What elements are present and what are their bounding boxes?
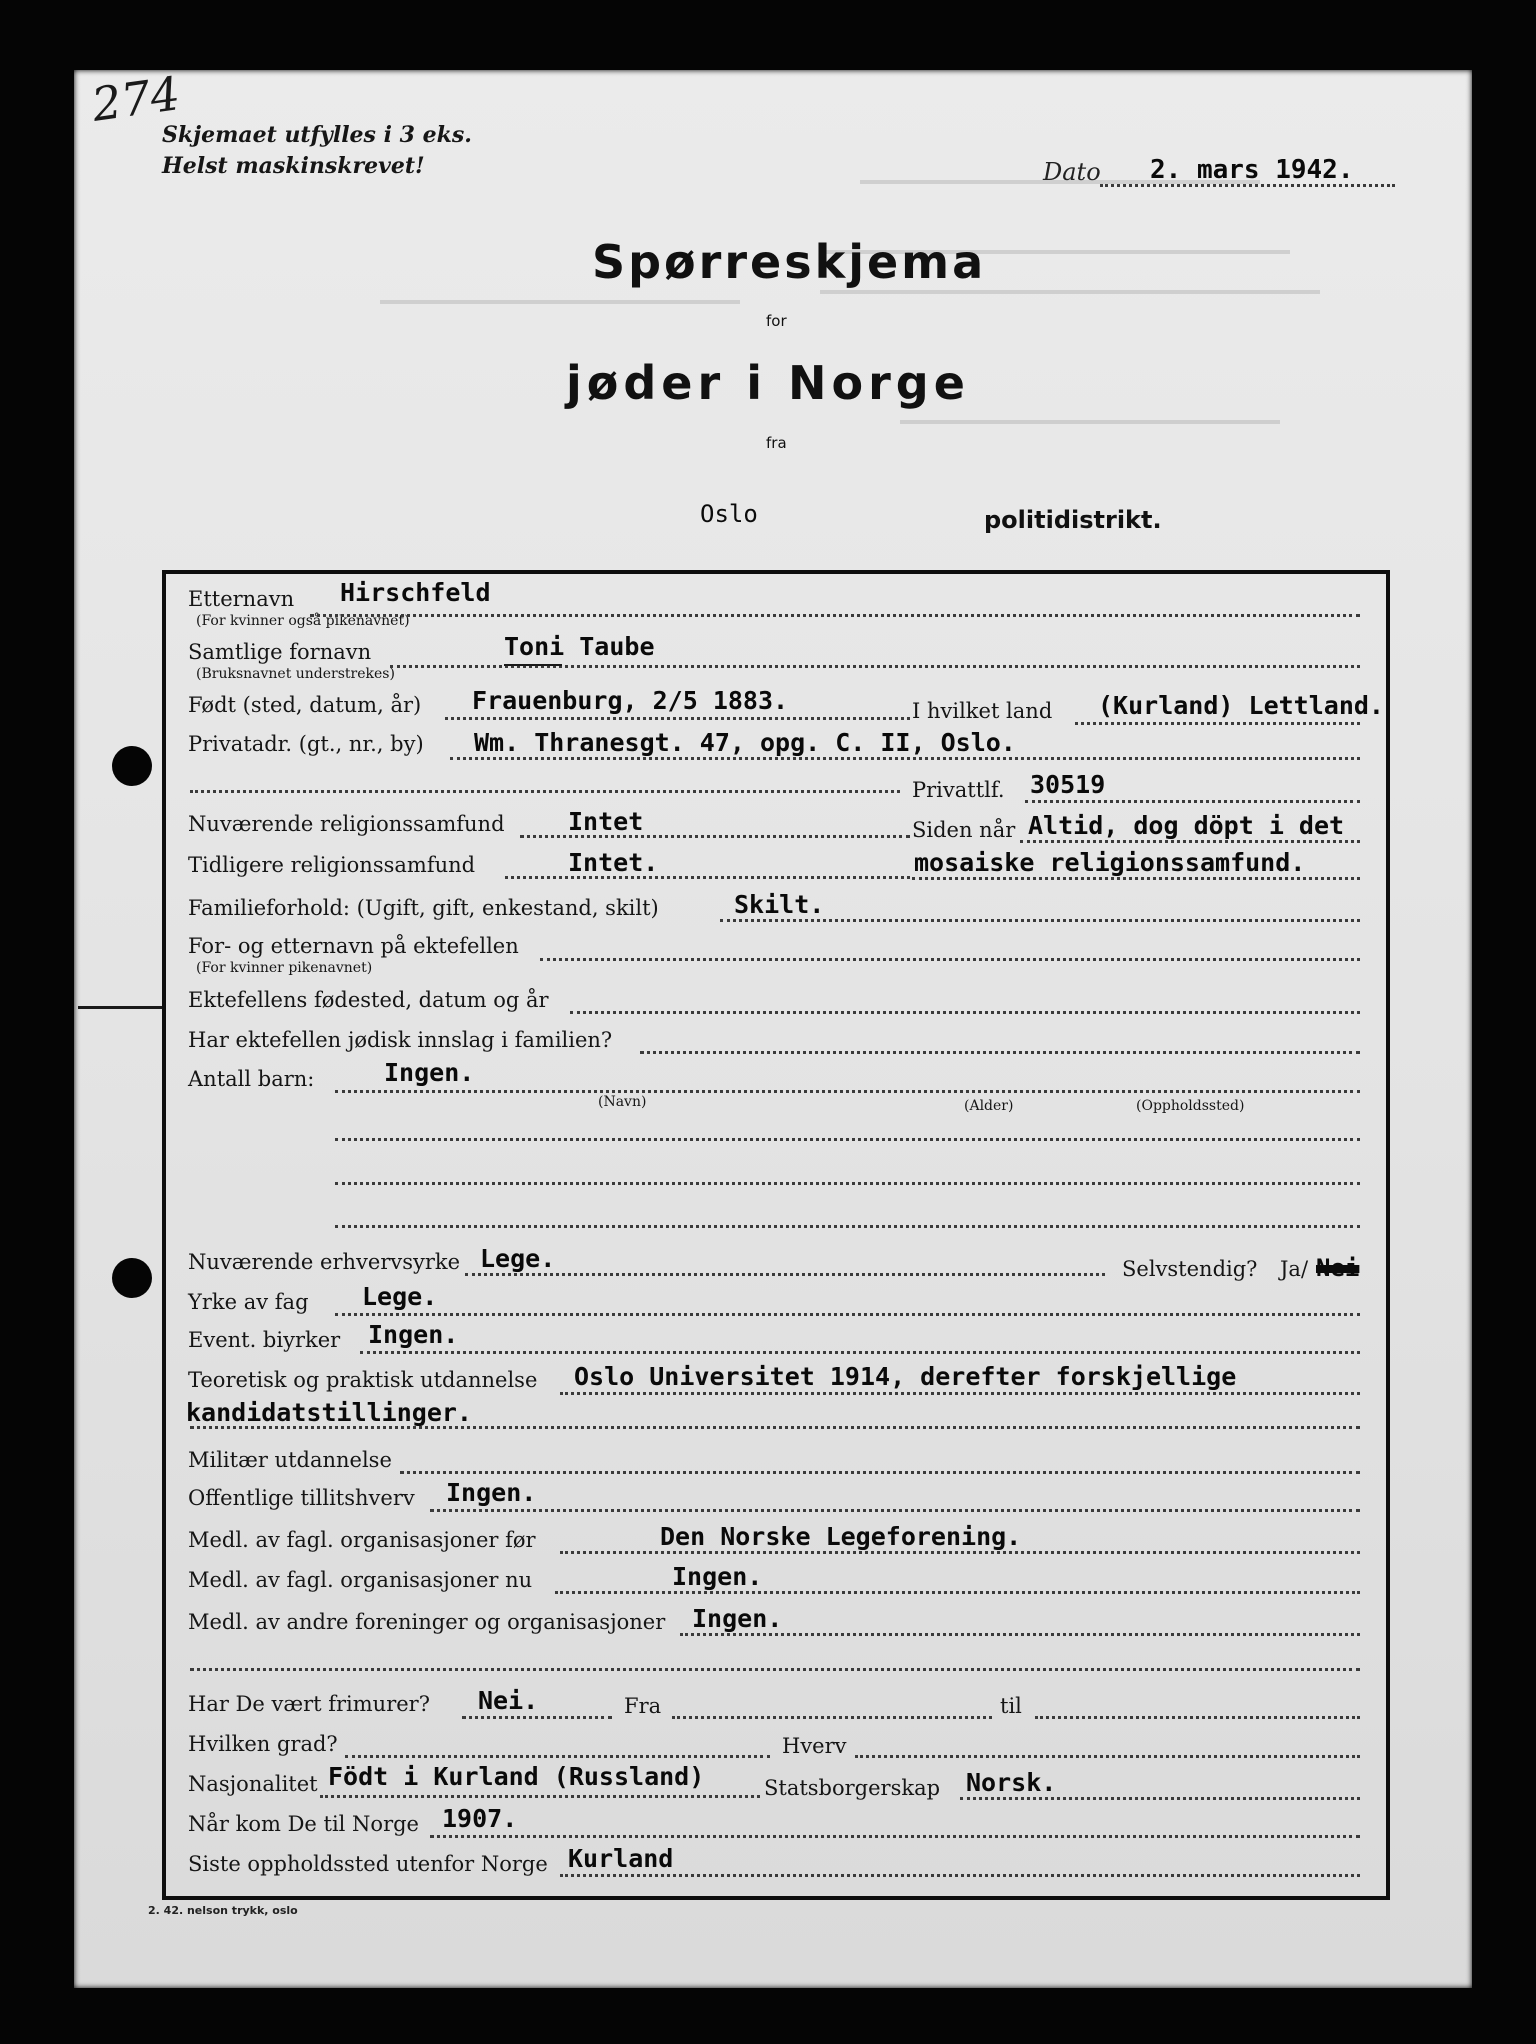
tillitshverv-value: Ingen. bbox=[446, 1478, 537, 1507]
fornavn-value: Toni Taube bbox=[504, 632, 655, 661]
andre-foreninger-value: Ingen. bbox=[692, 1604, 783, 1633]
militaer-dotline bbox=[400, 1471, 1360, 1474]
ektefelle-label: For- og etternavn på ektefellen bbox=[188, 934, 519, 958]
privatadr-dotline bbox=[450, 757, 1360, 760]
yrke-value: Lege. bbox=[362, 1282, 438, 1311]
barn-col-navn: (Navn) bbox=[598, 1094, 647, 1110]
kom-til-norge-dotline bbox=[430, 1835, 1360, 1838]
selvstendig-label: Selvstendig? bbox=[1122, 1257, 1258, 1281]
date-value: 2. mars 1942. bbox=[1150, 155, 1354, 185]
fold-mark bbox=[78, 1006, 162, 1009]
bruksnavn-underline bbox=[504, 664, 562, 666]
erhvervsyrke-label: Nuværende erhvervsyrke bbox=[188, 1250, 461, 1274]
religion-tidl-label: Tidligere religionssamfund bbox=[188, 853, 476, 877]
police-district-value: Oslo bbox=[700, 500, 758, 528]
land-dotline bbox=[1075, 722, 1360, 725]
yrke-dotline bbox=[335, 1313, 1360, 1316]
utdannelse-dotline-2 bbox=[190, 1426, 1360, 1429]
frimurer-til-label: til bbox=[1000, 1694, 1022, 1718]
etternavn-value: Hirschfeld bbox=[340, 578, 491, 607]
religion-naa-label: Nuværende religionssamfund bbox=[188, 812, 505, 836]
form-title: Spørreskjema bbox=[592, 235, 987, 289]
ektefelle-fodt-label: Ektefellens fødested, datum og år bbox=[188, 988, 549, 1012]
biyrker-label: Event. biyrker bbox=[188, 1328, 341, 1352]
land-value: (Kurland) Lettland. bbox=[1098, 691, 1384, 720]
bleed-through bbox=[820, 290, 1320, 294]
fornavn-label: Samtlige fornavn bbox=[188, 640, 372, 664]
punch-hole-bottom bbox=[112, 1258, 152, 1298]
punch-hole-top bbox=[112, 746, 152, 786]
religion-tidl-value: Intet. bbox=[568, 848, 659, 877]
utdannelse-dotline bbox=[560, 1392, 1360, 1395]
frimurer-fra-dotline bbox=[672, 1716, 992, 1719]
barn-row-3 bbox=[335, 1225, 1360, 1228]
familieforhold-value: Skilt. bbox=[734, 890, 825, 919]
barn-value: Ingen. bbox=[384, 1058, 475, 1087]
org-nu-label: Medl. av fagl. organisasjoner nu bbox=[188, 1568, 533, 1592]
frimurer-dotline bbox=[462, 1716, 612, 1719]
biyrker-value: Ingen. bbox=[368, 1320, 459, 1349]
land-label: I hvilket land bbox=[912, 699, 1053, 723]
fornavn-note: (Bruksnavnet understrekes) bbox=[196, 666, 395, 682]
instruction-copies: Skjemaet utfylles i 3 eks. bbox=[162, 122, 472, 148]
biyrker-dotline bbox=[360, 1351, 1360, 1354]
bleed-through bbox=[380, 300, 740, 304]
frimurer-label: Har De vært frimurer? bbox=[188, 1692, 430, 1716]
ektefelle-note: (For kvinner pikenavnet) bbox=[196, 960, 373, 976]
fodt-value: Frauenburg, 2/5 1883. bbox=[472, 686, 789, 715]
religion-tidl-dotline bbox=[505, 876, 910, 879]
bleed-through bbox=[900, 420, 1280, 424]
nasjonalitet-dotline bbox=[320, 1795, 760, 1798]
printer-imprint: 2. 42. nelson trykk, oslo bbox=[148, 1904, 298, 1917]
privattlf-value: 30519 bbox=[1030, 770, 1106, 799]
siste-opphold-label: Siste oppholdssted utenfor Norge bbox=[188, 1852, 548, 1876]
barn-row-2 bbox=[335, 1182, 1360, 1185]
ektefelle-dotline bbox=[540, 958, 1360, 961]
barn-col-opphold: (Oppholdssted) bbox=[1136, 1098, 1245, 1114]
etternavn-note: (For kvinner også pikenavnet) bbox=[196, 613, 410, 629]
nasjonalitet-value: Födt i Kurland (Russland) bbox=[328, 1762, 705, 1791]
nasjonalitet-label: Nasjonalitet bbox=[188, 1772, 318, 1796]
instruction-typewritten: Helst maskinskrevet! bbox=[162, 153, 425, 179]
kom-til-norge-value: 1907. bbox=[442, 1804, 518, 1833]
form-subtitle: jøder i Norge bbox=[566, 356, 970, 410]
siden-naar-value-2: mosaiske religionssamfund. bbox=[914, 848, 1306, 877]
hverv-label: Hverv bbox=[782, 1734, 847, 1758]
selvstendig-value: Ja/ bbox=[1280, 1257, 1309, 1281]
privattlf-dotline bbox=[1025, 800, 1360, 803]
frimurer-value: Nei. bbox=[478, 1686, 539, 1715]
siden-naar-dotline bbox=[1020, 840, 1360, 843]
privatadr-label: Privatadr. (gt., nr., by) bbox=[188, 732, 424, 756]
siden-naar-label: Siden når bbox=[912, 818, 1016, 842]
org-for-dotline bbox=[560, 1551, 1360, 1554]
title-for: for bbox=[766, 312, 787, 330]
date-label: Dato bbox=[1043, 158, 1101, 186]
fodt-label: Født (sted, datum, år) bbox=[188, 693, 422, 717]
siden-naar-dotline-2 bbox=[912, 877, 1360, 880]
andre-foreninger-dotline-2 bbox=[190, 1668, 1360, 1671]
statsborgerskap-label: Statsborgerskap bbox=[764, 1776, 941, 1800]
familieforhold-label: Familieforhold: (Ugift, gift, enkestand, skilt) bbox=[188, 896, 659, 920]
ektefelle-jodisk-dotline bbox=[640, 1051, 1360, 1054]
privatadr-value: Wm. Thranesgt. 47, opg. C. II, Oslo. bbox=[474, 728, 1016, 757]
utdannelse-label: Teoretisk og praktisk utdannelse bbox=[188, 1368, 538, 1392]
ektefelle-fodt-dotline bbox=[570, 1011, 1360, 1014]
erhvervsyrke-value: Lege. bbox=[480, 1244, 556, 1273]
kom-til-norge-label: Når kom De til Norge bbox=[188, 1812, 419, 1836]
militaer-label: Militær utdannelse bbox=[188, 1448, 392, 1472]
frimurer-fra-label: Fra bbox=[624, 1694, 662, 1718]
grad-label: Hvilken grad? bbox=[188, 1732, 338, 1756]
barn-dotline bbox=[335, 1090, 1360, 1093]
ektefelle-jodisk-label: Har ektefellen jødisk innslag i familien? bbox=[188, 1028, 613, 1052]
org-for-label: Medl. av fagl. organisasjoner før bbox=[188, 1528, 536, 1552]
yrke-label: Yrke av fag bbox=[188, 1290, 309, 1314]
hverv-dotline bbox=[855, 1755, 1360, 1758]
handwritten-page-number: 274 bbox=[88, 66, 184, 132]
utdannelse-value: Oslo Universitet 1914, derefter forskjellige bbox=[574, 1362, 1237, 1391]
frimurer-til-dotline bbox=[1035, 1716, 1360, 1719]
police-district-label: politidistrikt. bbox=[984, 506, 1162, 534]
etternavn-dotline bbox=[310, 614, 1360, 617]
privatadr-dotline-2 bbox=[190, 790, 900, 793]
statsborgerskap-value: Norsk. bbox=[966, 1768, 1057, 1797]
andre-foreninger-label: Medl. av andre foreninger og organisasjoner bbox=[188, 1610, 666, 1634]
andre-foreninger-dotline bbox=[680, 1633, 1360, 1636]
org-for-value: Den Norske Legeforening. bbox=[660, 1522, 1022, 1551]
tillitshverv-dotline bbox=[430, 1509, 1360, 1512]
grad-dotline bbox=[345, 1755, 770, 1758]
siden-naar-value: Altid, dog döpt i det bbox=[1028, 811, 1345, 840]
etternavn-label: Etternavn bbox=[188, 587, 295, 611]
org-nu-value: Ingen. bbox=[672, 1562, 763, 1591]
title-fra: fra bbox=[766, 434, 787, 452]
siste-opphold-value: Kurland bbox=[568, 1844, 674, 1873]
barn-row-1 bbox=[335, 1138, 1360, 1141]
selvstendig-struck: Nei bbox=[1316, 1254, 1360, 1282]
utdannelse-value-2: kandidatstillinger. bbox=[186, 1398, 472, 1427]
religion-naa-value: Intet bbox=[568, 807, 644, 836]
fodt-dotline bbox=[445, 717, 910, 720]
tillitshverv-label: Offentlige tillitshverv bbox=[188, 1486, 415, 1510]
siste-opphold-dotline bbox=[560, 1874, 1360, 1877]
statsborgerskap-dotline bbox=[960, 1797, 1360, 1800]
privattlf-label: Privattlf. bbox=[912, 778, 1005, 802]
erhvervsyrke-dotline bbox=[465, 1273, 1105, 1276]
barn-col-alder: (Alder) bbox=[964, 1098, 1014, 1114]
familieforhold-dotline bbox=[720, 919, 1360, 922]
org-nu-dotline bbox=[555, 1591, 1360, 1594]
barn-label: Antall barn: bbox=[188, 1067, 315, 1091]
